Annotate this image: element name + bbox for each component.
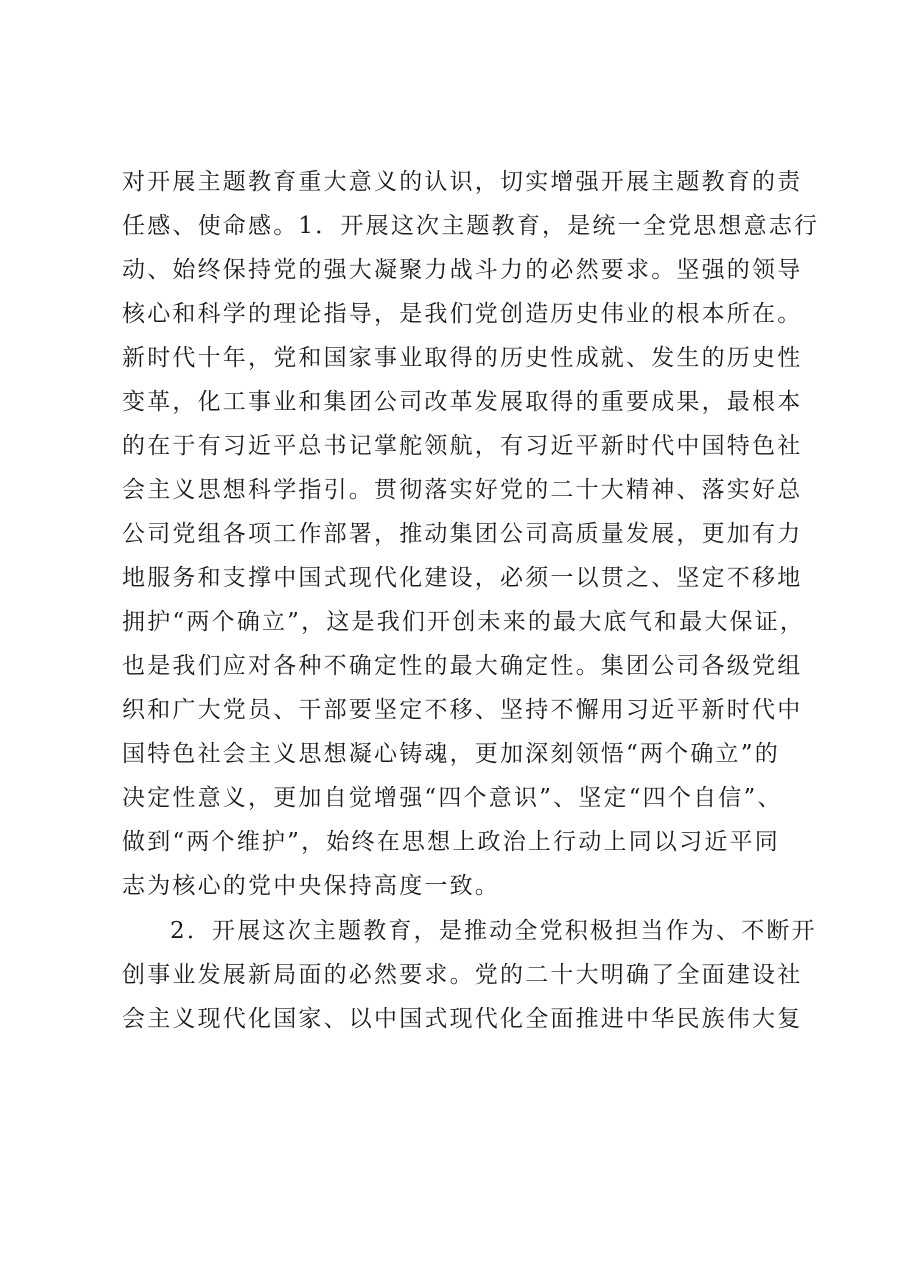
text-line: 创事业发展新局面的必然要求。党的二十大明确了全面建设社 [122,962,803,988]
text-line: 公司党组各项工作部署，推动集团公司高质量发展，更加有力 [122,521,803,547]
text-line: 核心和科学的理论指导，是我们党创造历史伟业的根本所在。 [122,301,803,327]
text-line: 动、始终保持党的强大凝聚力战斗力的必然要求。坚强的领导 [122,257,803,283]
text-line: 决定性意义，更加自觉增强“四个意识”、坚定“四个自信”、 [122,785,783,811]
text-line: 志为核心的党中央保持高度一致。 [122,873,500,899]
text-line: 织和广大党员、干部要坚定不移、坚持不懈用习近平新时代中 [122,697,803,723]
text-line: 的在于有习近平总书记掌舵领航，有习近平新时代中国特色社 [122,433,803,459]
text-line: 新时代十年，党和国家事业取得的历史性成就、发生的历史性 [122,345,803,371]
text-line: 变革，化工事业和集团公司改革发展取得的重要成果，最根本 [122,389,803,415]
text-line: 对开展主题教育重大意义的认识，切实增强开展主题教育的责 [122,169,803,195]
text-line: 拥护“两个确立”，这是我们开创未来的最大底气和最大保证， [122,609,806,635]
paragraph-first-line: 2．开展这次主题教育，是推动全党积极担当作为、不断开 [170,918,817,944]
text-line: 会主义思想科学指引。贯彻落实好党的二十大精神、落实好总 [122,477,803,503]
text-line: 地服务和支撑中国式现代化建设，必须一以贯之、坚定不移地 [122,565,803,591]
text-line: 国特色社会主义思想凝心铸魂，更加深刻领悟“两个确立”的 [122,741,780,767]
text-line: 任感、使命感。1．开展这次主题教育，是统一全党思想意志行 [122,213,820,239]
text-line: 做到“两个维护”，始终在思想上政治上行动上同以习近平同 [122,829,780,855]
text-line: 会主义现代化国家、以中国式现代化全面推进中华民族伟大复 [122,1006,803,1032]
text-line: 也是我们应对各种不确定性的最大确定性。集团公司各级党组 [122,653,803,679]
